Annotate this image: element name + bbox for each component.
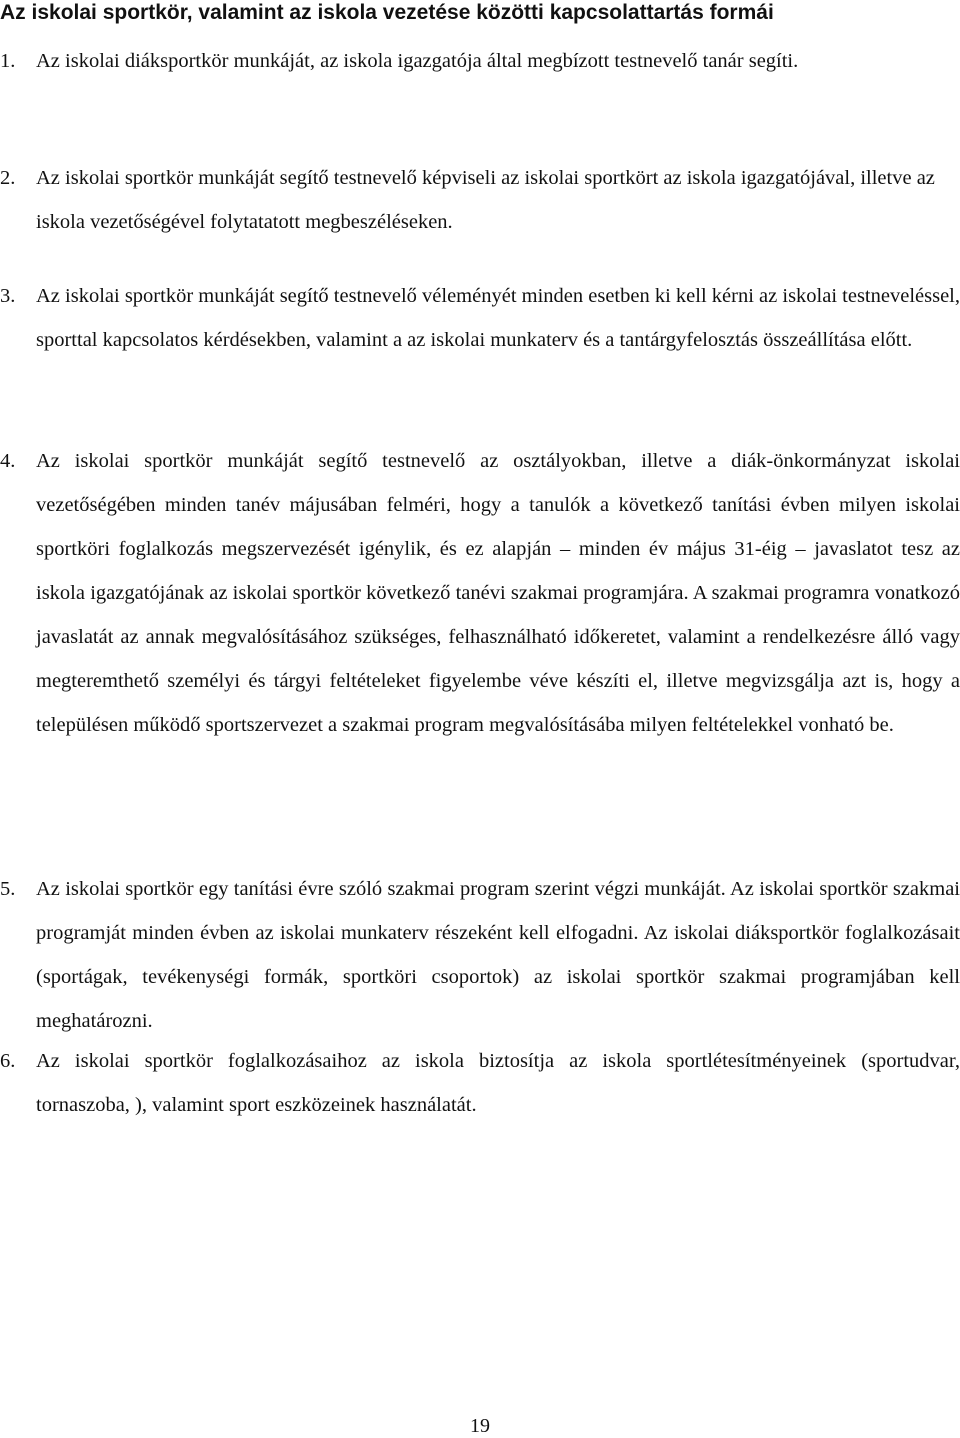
list-item-text: Az iskolai sportkör munkáját segítő testnevelő véleményét minden esetben ki kell kérni az iskolai testneveléssel, sporttal kapcsolatos kérdésekben, valamint a az iskolai munkaterv és a tantárgyfelosztás összeállítása előtt. xyxy=(36,285,960,351)
list-item-number: 2. xyxy=(0,167,16,189)
list-item-number: 3. xyxy=(0,285,16,307)
list-item-6 xyxy=(0,1039,960,1127)
list-item-text: Az iskolai sportkör egy tanítási évre szóló szakmai program szerint végzi munkáját. Az iskolai sportkör szakmai programját minden évben az iskolai munkaterv részeként kell elfogadni. Az iskolai diáksportkör foglalkozásait (sportágak, tevékenységi formák, sportköri csoportok) az iskolai sportkör szakmai programjában kell meghatározni. xyxy=(36,878,960,1032)
list-item-number: 4. xyxy=(0,450,16,472)
list-item-3 xyxy=(0,274,960,362)
list-item-number: 6. xyxy=(0,1050,16,1072)
list-item-4 xyxy=(0,439,960,747)
list-item-2 xyxy=(0,156,960,244)
list-item-number: 1. xyxy=(0,50,16,72)
section-heading: Az iskolai sportkör, valamint az iskola vezetése közötti kapcsolattartás formái xyxy=(0,1,774,24)
list-item-5 xyxy=(0,867,960,1043)
list-item-text: Az iskolai diáksportkör munkáját, az iskola igazgatója által megbízott testnevelő tanár segíti. xyxy=(36,50,799,72)
list-item-text: Az iskolai sportkör munkáját segítő testnevelő képviseli az iskolai sportkört az iskola igazgatójával, illetve az iskola vezetőségével folytatatott megbeszéléseken. xyxy=(36,167,935,233)
list-item-text: Az iskolai sportkör munkáját segítő testnevelő az osztályokban, illetve a diák-önkormányzat iskolai vezetőségében minden tanév májusában felméri, hogy a tanulók a következő tanítási évben milyen iskolai sportköri foglalkozás megszervezését igénylik, és ez alapján – minden év május 31-éig – javaslatot tesz az iskola igazgatójának az iskolai sportkör következő tanévi szakmai programjára. A szakmai programra vonatkozó javaslatát az annak megvalósításához szükséges, felhasználható időkeretet, valamint a rendelkezésre álló vagy megteremthető személyi és tárgyi feltételeket figyelembe véve készíti el, illetve megvizsgálja azt is, hogy a településen működő sportszervezet a szakmai program megvalósításába milyen feltételekkel vonható be. xyxy=(36,450,960,736)
list-item-1 xyxy=(0,39,960,83)
page-number: 19 xyxy=(470,1415,490,1437)
list-item-text: Az iskolai sportkör foglalkozásaihoz az iskola biztosítja az iskola sportlétesítményeinek (sportudvar, tornaszoba, ), valamint sport eszközeinek használatát. xyxy=(36,1050,960,1116)
list-item-number: 5. xyxy=(0,878,16,900)
